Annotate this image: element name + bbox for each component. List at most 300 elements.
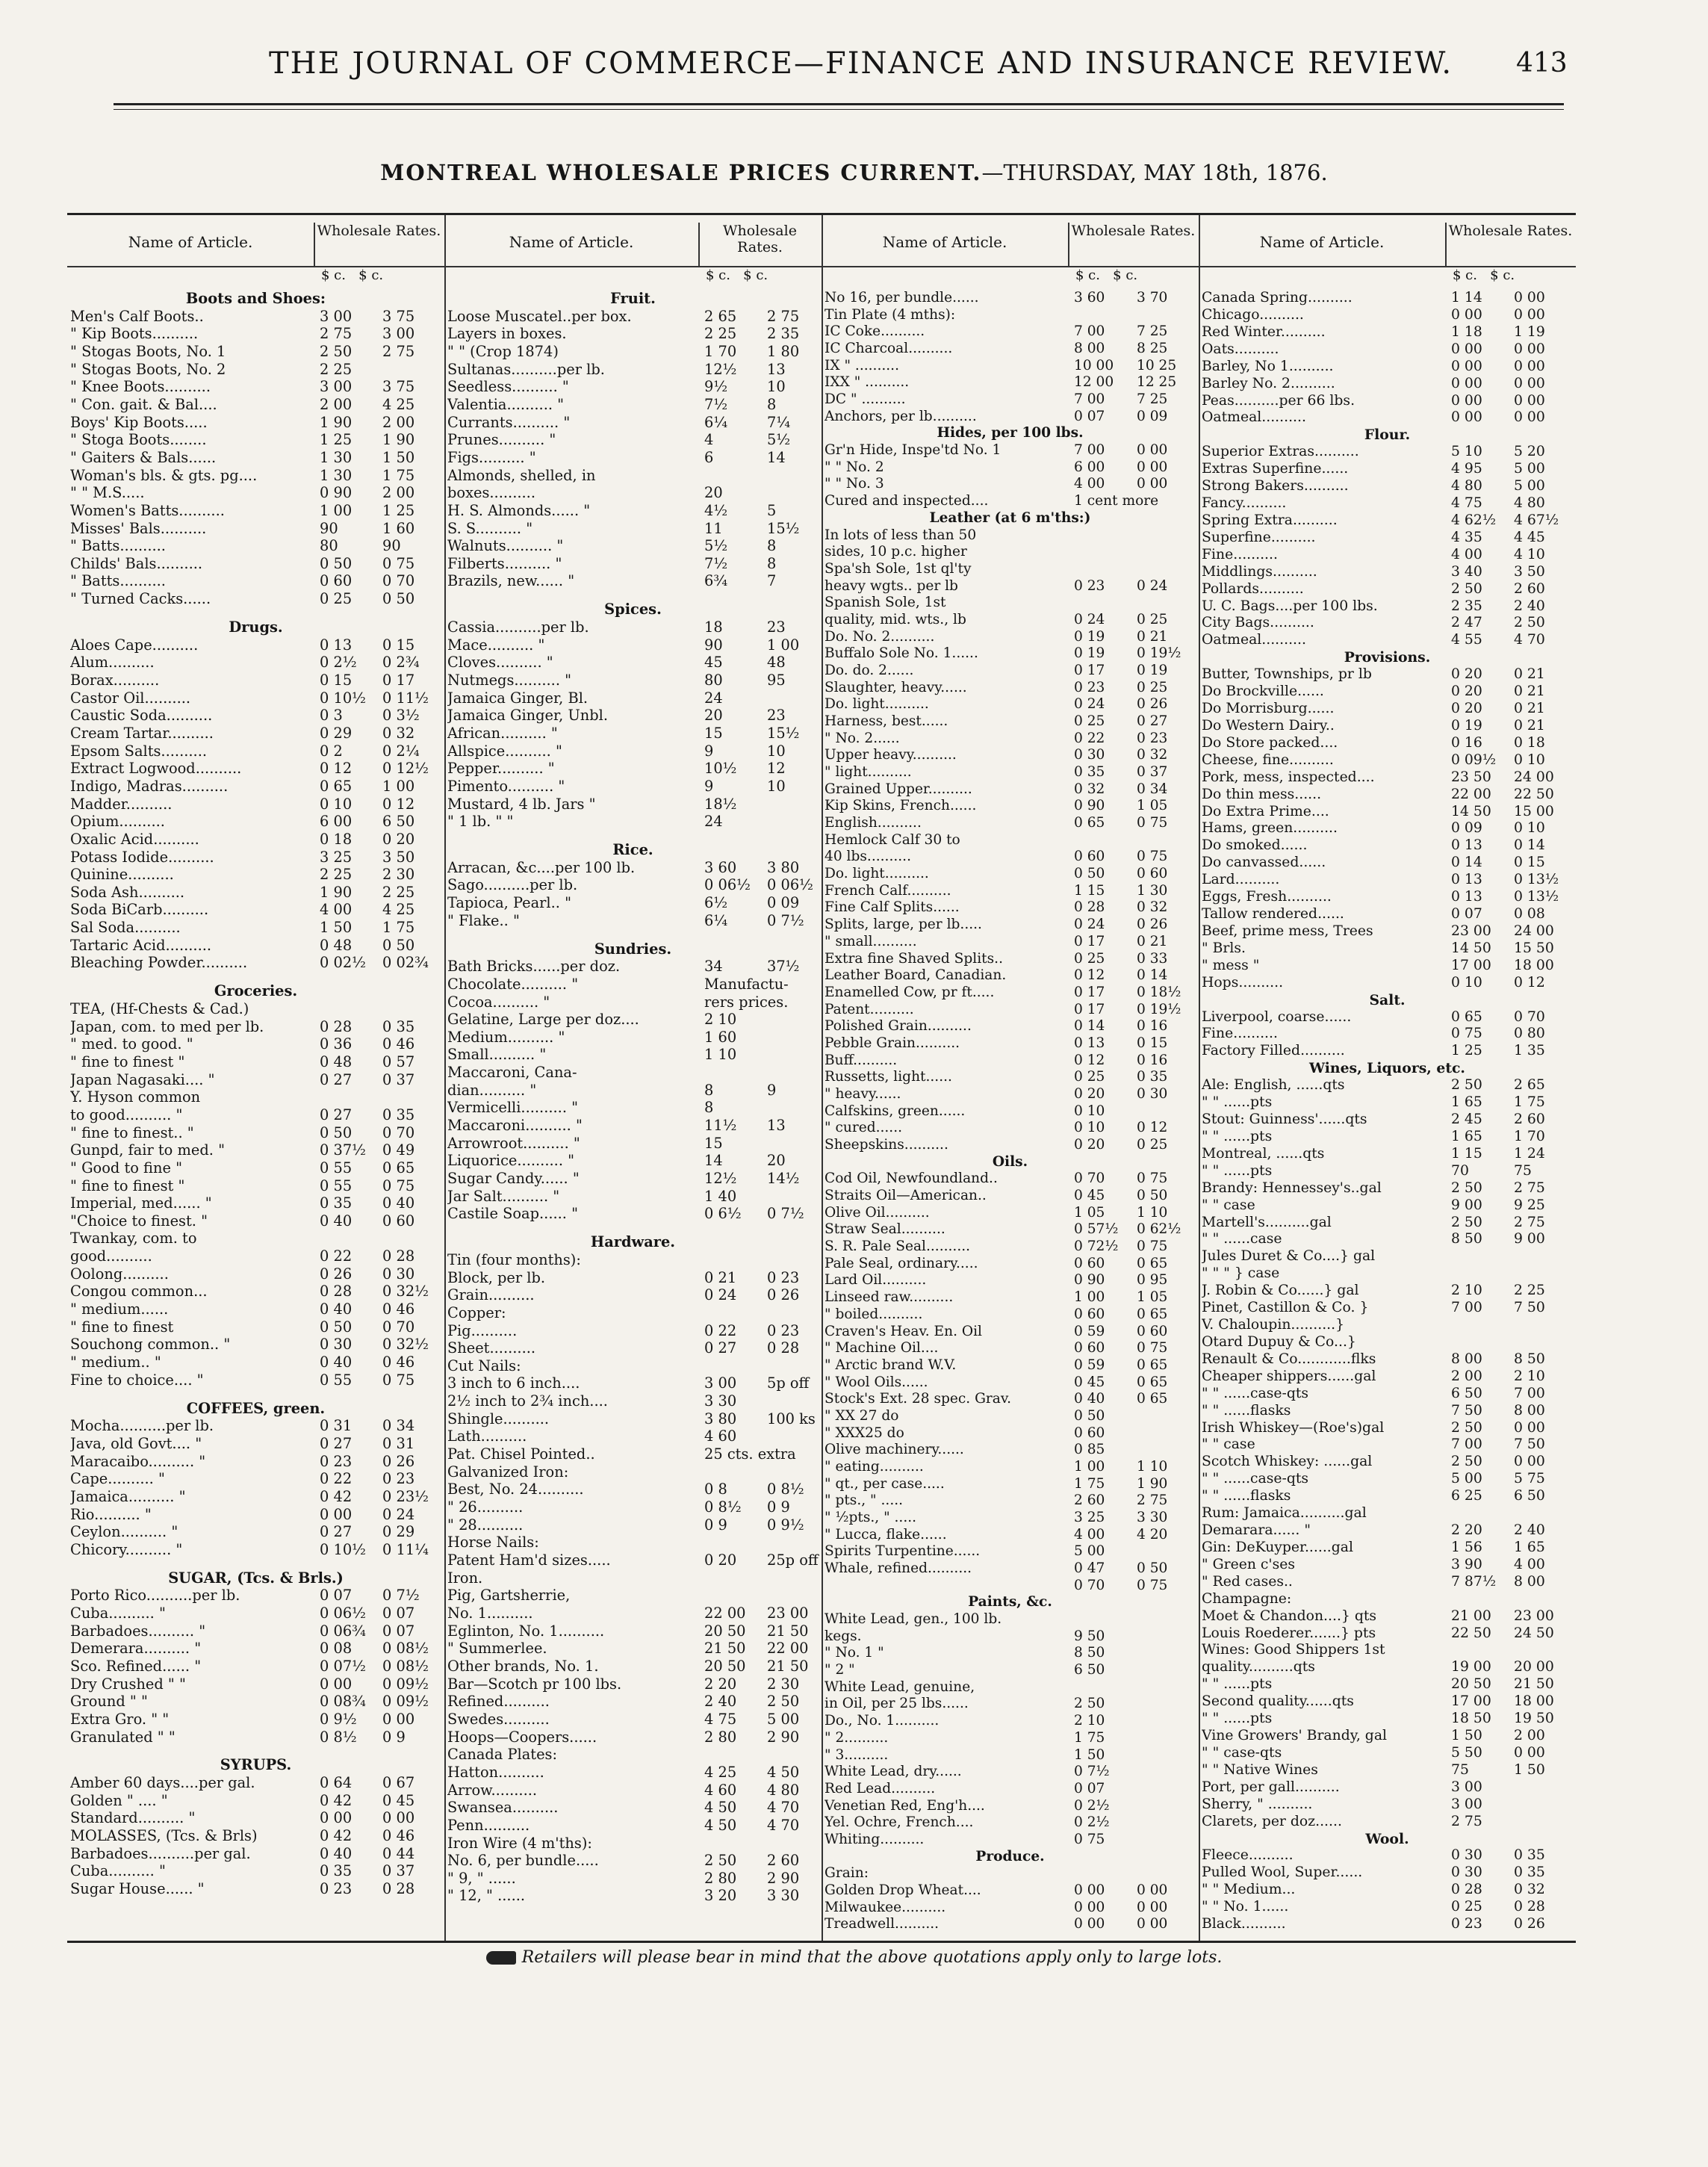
rate-low: 4 [704, 431, 714, 449]
article-name: Martell's..........gal [1202, 1214, 1332, 1230]
article-name: Fine to choice.... " [70, 1371, 204, 1389]
rate-high: 0 44 [382, 1844, 415, 1862]
article-name: Brandy: Hennessey's..gal [1202, 1179, 1382, 1196]
article-name: Leather Board, Canadian. [825, 967, 1007, 984]
table-row [444, 778, 822, 796]
table-row [444, 876, 822, 894]
rate-high: 0 70 [1514, 1008, 1545, 1025]
article-name: White Lead, gen., 100 lb. [825, 1611, 1002, 1628]
rate-low: 0 00 [320, 1675, 353, 1693]
table-row [822, 713, 1199, 731]
rate-high: 9 [767, 1081, 777, 1099]
rate-low: 0 24 [1074, 611, 1105, 627]
table-row [67, 1862, 444, 1880]
rate-low: 23 00 [1451, 923, 1491, 939]
table-row [822, 1916, 1199, 1933]
article-name: Block, per lb. [447, 1268, 546, 1286]
article-name: " medium...... [70, 1300, 169, 1318]
rate-low: 19 00 [1451, 1659, 1491, 1675]
rate-high: 23 [767, 707, 786, 725]
table-row [1199, 1077, 1576, 1094]
rate-high: 1 60 [382, 519, 415, 537]
article-name: Lard.......... [1202, 872, 1280, 888]
table-row [1199, 1248, 1576, 1265]
column-units: $ c. $ c. [1075, 267, 1138, 283]
column-header [822, 215, 1199, 267]
article-name: Craven's Heav. En. Oil [825, 1323, 982, 1339]
section-heading [444, 290, 822, 308]
rate-high: 0 12½ [382, 760, 429, 778]
table-row [1199, 1728, 1576, 1745]
article-name: Enamelled Cow, pr ft..... [825, 984, 995, 1000]
rate-low: 1 cent more [1074, 493, 1159, 509]
rate-low: 0 20 [1074, 1137, 1105, 1153]
rate-low: 0 20 [1451, 683, 1482, 700]
rate-low: 0 40 [320, 1212, 353, 1230]
rate-low: 0 42 [320, 1487, 353, 1505]
article-name: Cured and inspected.... [825, 493, 989, 509]
article-name: S. R. Pale Seal.......... [825, 1238, 971, 1255]
rate-high: 0 11¼ [382, 1540, 429, 1558]
article-name: " 3.......... [825, 1746, 889, 1763]
article-name: DC " .......... [825, 391, 906, 408]
table-row [67, 1124, 444, 1142]
article-name: sides, 10 p.c. higher [825, 544, 967, 560]
article-name: Lard Oil.......... [825, 1272, 927, 1289]
article-name: " " case [1202, 1197, 1255, 1213]
table-row [822, 612, 1199, 629]
article-name: Straits Oil—American.. [825, 1188, 987, 1204]
article-name: Maccaroni.......... " [447, 1117, 583, 1135]
article-name: Extract Logwood.......... [70, 760, 242, 778]
table-row [1199, 1009, 1576, 1026]
rate-high: 0 7½ [767, 1205, 804, 1223]
table-row [444, 1188, 822, 1206]
rate-low: 7 00 [1074, 391, 1105, 408]
column-units: $ c. $ c. [321, 267, 384, 283]
article-name: Venetian Red, Eng'h.... [825, 1797, 985, 1814]
rate-high: 23 00 [1514, 1608, 1554, 1624]
rate-high: 6 50 [1514, 1488, 1545, 1504]
rate-high: 0 15 [1514, 855, 1545, 871]
rate-low: 0 65 [1451, 1008, 1482, 1025]
article-name: " " ......case-qts [1202, 1385, 1309, 1401]
article-name: Moet & Chandon....} qts [1202, 1608, 1377, 1624]
table-row [822, 1900, 1199, 1917]
rate-low: 2 20 [704, 1675, 737, 1693]
rate-low: 5 00 [1451, 1471, 1482, 1487]
table-row [822, 1611, 1199, 1628]
article-name: Cape.......... " [70, 1470, 165, 1488]
article-name: Women's Batts.......... [70, 501, 225, 519]
rate-high: 0 30 [1137, 1085, 1168, 1102]
article-name: Gr'n Hide, Inspe'td No. 1 [825, 442, 1001, 459]
article-name: Golden Drop Wheat.... [825, 1882, 981, 1898]
rate-high: 24 00 [1514, 923, 1554, 939]
article-name: Cream Tartar.......... [70, 724, 214, 742]
article-name: " ½pts., " ..... [825, 1509, 917, 1525]
rate-high: 14 [767, 448, 786, 466]
article-name: " 1 lb. " " [447, 813, 514, 831]
table-row [1199, 855, 1576, 872]
article-name: " 9, " ...... [447, 1869, 516, 1887]
table-row [1199, 1436, 1576, 1454]
rate-low: 1 50 [1074, 1746, 1105, 1763]
table-row [444, 1322, 822, 1340]
rate-low: 0 90 [1074, 798, 1105, 814]
rate-high: 21 50 [767, 1657, 809, 1675]
article-name: Factory Filled.......... [1202, 1043, 1345, 1059]
article-name: Treadwell.......... [825, 1916, 940, 1932]
article-name: Fleece.......... [1202, 1847, 1294, 1864]
article-name: Otard Dupuy & Co...} [1202, 1333, 1356, 1350]
article-name: Congou common... [70, 1283, 208, 1300]
table-row [822, 1645, 1199, 1662]
rate-low: 2 80 [704, 1728, 737, 1746]
article-name: Yel. Ochre, French.... [825, 1814, 974, 1831]
section-heading-text: Boots and Shoes: [185, 290, 326, 307]
rate-low: 0 23 [1074, 577, 1105, 594]
article-name: Arrow.......... [447, 1781, 538, 1799]
rate-high: 0 75 [1137, 815, 1168, 831]
table-row [1199, 547, 1576, 564]
article-name: Chicory.......... " [70, 1540, 183, 1558]
rate-low: 7 87½ [1451, 1573, 1497, 1590]
section-heading [822, 1594, 1199, 1611]
rate-high: 4 70 [1514, 632, 1545, 648]
article-name: Sherry, " .......... [1202, 1796, 1313, 1812]
rate-high: 23 [767, 619, 786, 636]
table-row [822, 680, 1199, 697]
article-name: Patent.......... [825, 1001, 914, 1017]
rate-low: 21 00 [1451, 1608, 1491, 1624]
article-name: " fine to finest " [70, 1176, 185, 1194]
section-heading [67, 1756, 444, 1774]
table-row [822, 1578, 1199, 1595]
article-name: Seedless.......... " [447, 378, 569, 396]
rate-low: 0 00 [1074, 1916, 1105, 1932]
rate-low: 0 00 [1074, 1882, 1105, 1898]
table-row [822, 1459, 1199, 1476]
article-name: Peas..........per 66 lbs. [1202, 392, 1355, 409]
article-name: Spanish Sole, 1st [825, 595, 946, 611]
rate-low: 0 10 [1074, 1120, 1105, 1136]
article-name: Misses' Bals.......... [70, 519, 207, 537]
rate-high: 8 00 [1514, 1402, 1545, 1419]
rate-high: 1 05 [1137, 798, 1168, 814]
rate-low: 3 80 [704, 1410, 737, 1427]
article-name: " Turned Cacks...... [70, 590, 211, 608]
rate-low: 0 10 [320, 795, 353, 813]
table-row [822, 1476, 1199, 1493]
rate-high: 2 60 [1514, 580, 1545, 597]
rate-low: 1 15 [1451, 1145, 1482, 1162]
table-row [67, 1506, 444, 1524]
article-name: MOLASSES, (Tcs. & Brls) [70, 1827, 258, 1845]
article-name: " pts., " ..... [825, 1492, 904, 1509]
table-row [1199, 1693, 1576, 1711]
rate-low: 4 35 [1451, 529, 1482, 545]
rate-high: 0 13½ [1514, 872, 1559, 888]
rate-high: 0 28 [767, 1339, 800, 1357]
table-row [67, 1435, 444, 1453]
rate-low: 1 14 [1451, 290, 1482, 306]
rate-high: 0 9½ [767, 1516, 804, 1534]
rate-low: 6 50 [1451, 1385, 1482, 1401]
rate-high: 10 [767, 742, 786, 760]
rate-low: 18 50 [1451, 1711, 1491, 1727]
rate-high: 0 00 [382, 1710, 415, 1728]
rate-high: 1 50 [1514, 1761, 1545, 1778]
table-row [1199, 376, 1576, 393]
article-name: in Oil, per 25 lbs...... [825, 1696, 969, 1712]
rate-low: 0 35 [320, 1194, 353, 1212]
rate-low: 2 50 [1451, 1419, 1482, 1436]
journal-title: THE JOURNAL OF COMMERCE—FINANCE AND INSURANCE REVIEW. [269, 46, 1453, 81]
section-heading-text: Provisions. [1344, 649, 1431, 666]
table-row [822, 1374, 1199, 1392]
rate-high: 0 14 [1137, 967, 1168, 984]
rate-low: 0 22 [320, 1470, 353, 1488]
table-row [1199, 1574, 1576, 1591]
table-row [67, 484, 444, 502]
table-row [444, 1286, 822, 1304]
rate-high: 8 [767, 395, 777, 413]
article-name: Cuba.......... " [70, 1605, 166, 1622]
rate-high: 0 65 [1137, 1255, 1168, 1271]
article-name: " Summerlee. [447, 1640, 547, 1658]
table-row [822, 967, 1199, 985]
article-name: Indigo, Madras.......... [70, 777, 229, 795]
table-row [444, 1427, 822, 1445]
rate-low: 4 55 [1451, 632, 1482, 648]
table-row [67, 937, 444, 955]
article-name: Whale, refined.......... [825, 1560, 972, 1577]
article-name: Sago..........per lb. [447, 876, 578, 894]
rate-low: 2 25 [320, 866, 353, 884]
article-name: Pulled Wool, Super...... [1202, 1864, 1363, 1881]
rate-high: 0 28 [1514, 1899, 1545, 1915]
rate-high: 15 50 [1514, 940, 1554, 956]
rate-high: 0 9 [767, 1498, 790, 1516]
rate-low: 7½ [704, 395, 728, 413]
rate-low: 7 00 [1451, 1436, 1482, 1453]
article-name: Mace.......... " [447, 636, 545, 654]
rate-high: 0 15 [1137, 1035, 1168, 1051]
table-row [1199, 701, 1576, 718]
rate-low: 20 50 [1451, 1676, 1491, 1693]
article-name: Childs' Bals.......... [70, 554, 203, 572]
rate-high: 1 90 [1137, 1475, 1168, 1492]
table-row [444, 1117, 822, 1135]
rate-low: 45 [704, 654, 723, 672]
table-row [1199, 1386, 1576, 1403]
table-row [444, 1782, 822, 1799]
article-name: Champagne: [1202, 1590, 1292, 1607]
article-name: Prunes.......... " [447, 431, 556, 449]
table-row [1199, 1094, 1576, 1112]
article-name: Pollards.......... [1202, 580, 1304, 597]
article-name: White Lead, genuine, [825, 1678, 975, 1695]
rate-low: 4 62½ [1451, 512, 1497, 528]
rate-low: 0 00 [1451, 375, 1482, 391]
rate-low: 6 [704, 448, 714, 466]
table-row [67, 672, 444, 689]
rate-high: 0 32½ [382, 1336, 429, 1354]
table-row [822, 1696, 1199, 1713]
table-row [822, 832, 1199, 849]
rate-high: 1 70 [1514, 1128, 1545, 1144]
rate-high: 0 75 [1137, 1340, 1168, 1357]
rate-low: 2 35 [1451, 598, 1482, 614]
table-row [1199, 1231, 1576, 1248]
section-heading [444, 940, 822, 958]
rate-high: 5 [767, 501, 777, 519]
rate-low: 1 30 [320, 466, 353, 484]
section-heading-text: COFFEES, green. [186, 1399, 326, 1417]
article-name: Shingle.......... [447, 1410, 550, 1427]
rate-low: 12½ [704, 360, 737, 378]
rate-low: 1 70 [704, 342, 737, 360]
rate-low: 4 00 [320, 901, 353, 919]
rate-low: 2 10 [1451, 1283, 1482, 1299]
rate-high: 0 62½ [1137, 1221, 1181, 1238]
rate-high: 0 40 [382, 1194, 415, 1212]
table-row [1199, 769, 1576, 787]
article-name: Slaughter, heavy...... [825, 679, 967, 695]
table-row [822, 544, 1199, 561]
rate-high: 2 50 [767, 1693, 800, 1711]
column-header-rates: Wholesale Rates. [698, 223, 820, 266]
table-row [822, 815, 1199, 832]
rate-high: 4 80 [1514, 495, 1545, 511]
article-name: " Stoga Boots........ [70, 431, 207, 449]
article-name: quality..........qts [1202, 1659, 1315, 1675]
section-heading-text: Salt. [1369, 991, 1406, 1008]
table-row [822, 1628, 1199, 1646]
article-name: Demarara...... " [1202, 1522, 1311, 1538]
article-name: " " No. 3 [825, 476, 884, 492]
rate-low: 1 25 [1451, 1043, 1482, 1059]
rate-high: 3 50 [382, 848, 415, 866]
article-name: Cheese, fine.......... [1202, 751, 1334, 768]
table-row [822, 747, 1199, 764]
rate-high: 0 07 [382, 1622, 415, 1640]
rate-low: 0 9½ [320, 1710, 357, 1728]
article-name: Eggs, Fresh.......... [1202, 889, 1332, 905]
rate-low: 0 28 [320, 1017, 353, 1035]
article-name: Buff.......... [825, 1052, 898, 1068]
article-name: Patent Ham'd sizes..... [447, 1551, 611, 1569]
rate-low: 14 50 [1451, 940, 1491, 956]
article-name: Second quality......qts [1202, 1693, 1354, 1710]
rate-low: 0 29 [320, 724, 353, 742]
article-name: Iron Wire (4 m'ths): [447, 1834, 592, 1852]
rate-low: 0 06¾ [320, 1622, 366, 1640]
article-name: Pig, Gartsherrie, [447, 1587, 571, 1605]
rate-high: 5 75 [1514, 1471, 1545, 1487]
rate-low: 0 19 [1074, 645, 1105, 662]
article-name: Liverpool, coarse...... [1202, 1008, 1352, 1025]
article-name: Tin Plate (4 mths): [825, 306, 956, 323]
article-name: Arracan, &c....per 100 lb. [447, 858, 636, 876]
rate-high: 1 50 [382, 448, 415, 466]
rate-low: 5 50 [1451, 1744, 1482, 1761]
rate-high: 1 90 [382, 431, 415, 449]
rate-low: 1 25 [320, 431, 353, 449]
table-row [1199, 1505, 1576, 1522]
section-heading [1199, 1831, 1576, 1848]
rate-low: 15 [704, 724, 723, 742]
table-row [1199, 1779, 1576, 1796]
table-row [822, 1510, 1199, 1527]
article-name: Almonds, shelled, in [447, 466, 596, 484]
rate-high: 0 67 [382, 1774, 415, 1792]
table-row [67, 467, 444, 485]
article-name: Caustic Soda.......... [70, 707, 213, 725]
rate-high: 0 20 [382, 830, 415, 848]
rate-high: 0 21 [1514, 683, 1545, 700]
article-name: IXX " .......... [825, 374, 910, 391]
rate-low: 0 27 [320, 1523, 353, 1541]
rate-high: 8 [767, 554, 777, 572]
article-name: Pat. Chisel Pointed.. [447, 1445, 595, 1463]
rate-low: 4 00 [1074, 476, 1105, 492]
rate-high: 7 25 [1137, 391, 1168, 408]
table-row [444, 572, 822, 590]
article-name: Vine Growers' Brandy, gal [1202, 1728, 1388, 1743]
rate-low: 0 02½ [320, 954, 366, 972]
rate-low: 0 28 [1451, 1882, 1482, 1898]
rate-low: 7 00 [1074, 323, 1105, 340]
rate-high: 15½ [767, 724, 800, 742]
table-row [67, 449, 444, 467]
rate-high: 0 28 [382, 1880, 415, 1898]
article-name: Do Store packed.... [1202, 734, 1338, 751]
rate-low: 0 13 [320, 636, 353, 654]
rate-low: 22 00 [1451, 786, 1491, 802]
table-row [1199, 1916, 1576, 1933]
table-row [822, 1340, 1199, 1357]
rate-high: 2 65 [1514, 1077, 1545, 1094]
column-header [444, 215, 822, 267]
rate-low: 0 23 [320, 1880, 353, 1898]
article-name: Do thin mess...... [1202, 786, 1322, 802]
rate-low: 6 00 [1074, 459, 1105, 475]
rate-high: 0 75 [382, 1176, 415, 1194]
table-row [444, 813, 822, 831]
rate-high: 0 10 [1514, 820, 1545, 837]
rate-high: 0 09 [1137, 408, 1168, 424]
article-name: Canada Plates: [447, 1746, 558, 1764]
article-name: Pinet, Castillon & Co. } [1202, 1300, 1369, 1316]
table-row [1199, 837, 1576, 855]
table-row [444, 993, 822, 1011]
rate-low: 1 00 [1074, 1458, 1105, 1475]
rate-low: 2 50 [1451, 1179, 1482, 1196]
rate-low: 4 00 [1074, 1526, 1105, 1543]
article-name: Sugar Candy...... " [447, 1170, 580, 1188]
article-name: Java, old Govt.... " [70, 1434, 202, 1452]
table-row [822, 595, 1199, 612]
rate-high: 0 17 [382, 671, 415, 689]
rate-high: 0 00 [1137, 476, 1168, 492]
table-row [444, 378, 822, 396]
rate-low: 0 23 [1451, 1916, 1482, 1932]
table-row [822, 1002, 1199, 1019]
table-row [1199, 923, 1576, 940]
rate-high: 0 08½ [382, 1640, 429, 1658]
